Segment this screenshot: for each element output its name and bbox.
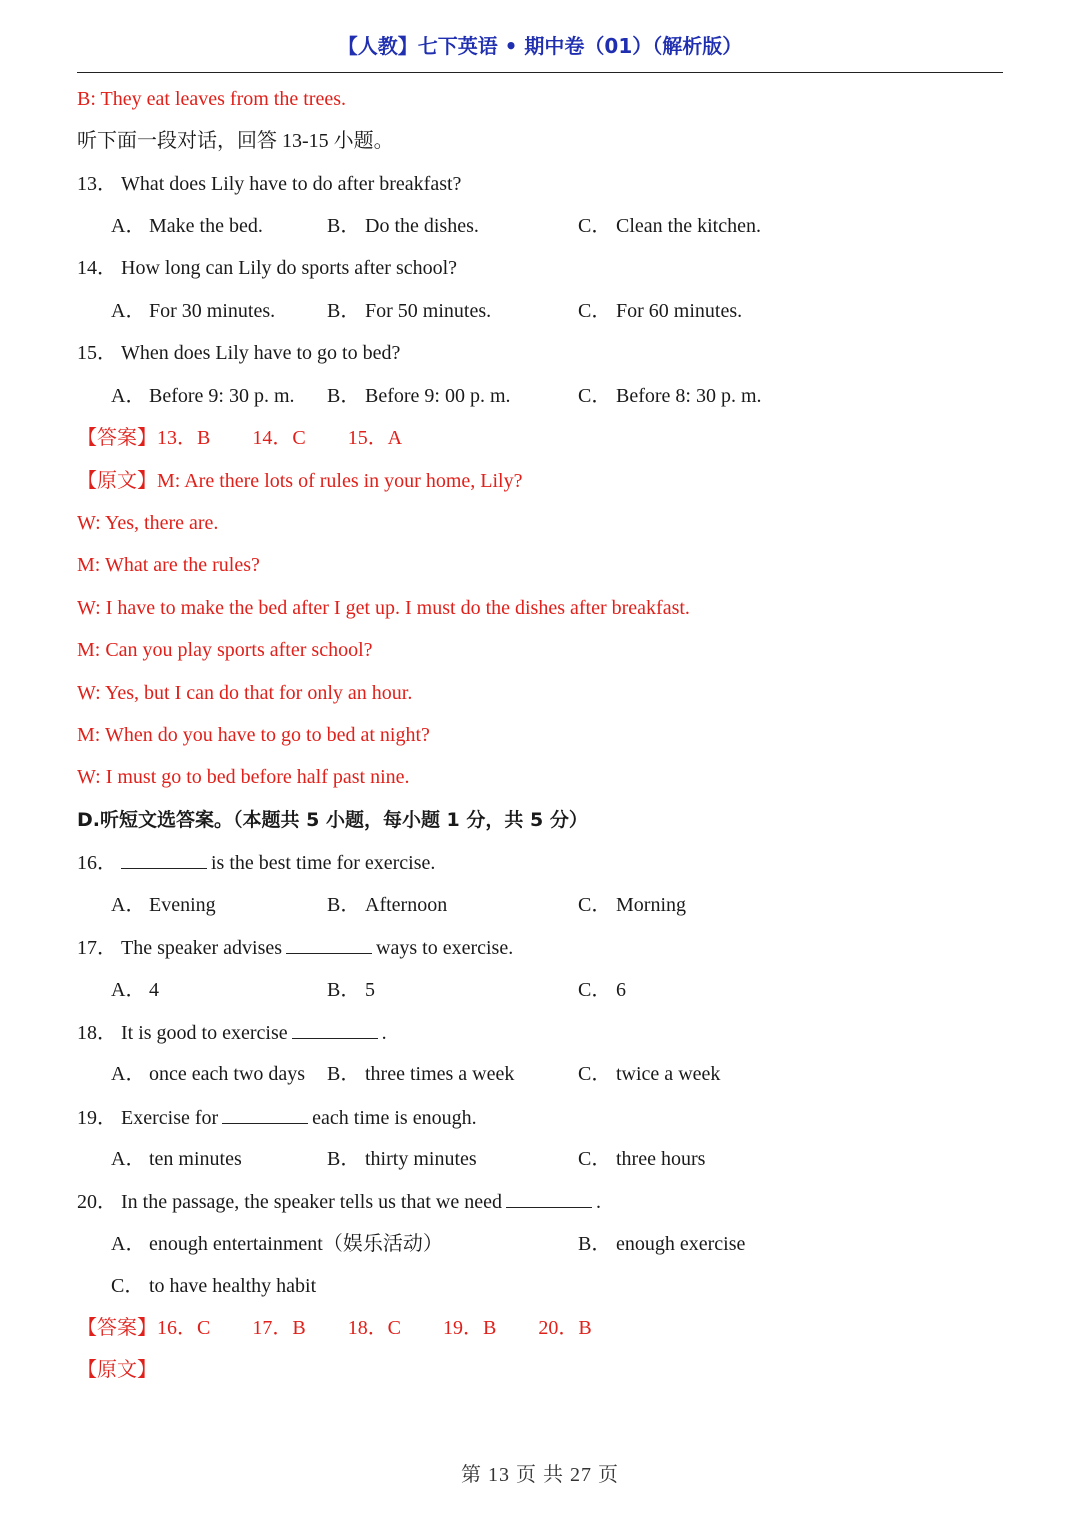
- q20-option-c: C． to have healthy habit: [111, 1275, 317, 1297]
- question-13: [77, 170, 461, 198]
- q19-option-c: C． three hours: [578, 1148, 706, 1170]
- q13-option-b: B． Do the dishes.: [327, 215, 479, 237]
- q18-option-c: C． twice a week: [578, 1063, 721, 1085]
- answer-key-16-20: [77, 1314, 634, 1342]
- q13-option-c: C． Clean the kitchen.: [578, 215, 761, 237]
- answer-item: 16．C: [157, 1317, 211, 1339]
- transcript-16-20-tag: 【原文】: [77, 1359, 157, 1381]
- answer-item: 18．C: [347, 1317, 402, 1339]
- q14-option-b: B． For 50 minutes.: [327, 300, 492, 322]
- section-d-heading: D.听短文选答案。（本题共 5 小题，每小题 1 分，共 5 分）: [77, 809, 588, 831]
- answer-item: 19．B: [443, 1317, 497, 1339]
- answer-key-13-15: [77, 424, 444, 452]
- question-number: 15．: [77, 342, 117, 364]
- answer-item: 17．B: [252, 1317, 306, 1339]
- answer-item: 20．B: [538, 1317, 592, 1339]
- question-text: is the best time for exercise.: [211, 852, 436, 874]
- q18-option-a: A． once each two days: [111, 1063, 306, 1085]
- question-text: .: [381, 1022, 387, 1044]
- question-text: What does Lily have to do after breakfast?: [121, 173, 462, 195]
- transcript-line: M: What are the rules?: [77, 554, 260, 576]
- q18-option-b: B． three times a week: [327, 1063, 515, 1085]
- question-19: [77, 1103, 477, 1132]
- transcript-line: M: Are there lots of rules in your home, Lily?: [157, 470, 523, 492]
- transcript-13-15-first: [77, 467, 522, 495]
- answer-blank: [222, 1103, 308, 1124]
- page-footer: 第 13 页 共 27 页: [461, 1464, 619, 1486]
- answer-item: 13．B: [157, 427, 211, 449]
- transcript-line: M: Can you play sports after school?: [77, 639, 373, 661]
- question-18: [77, 1018, 387, 1047]
- q19-option-b: B． thirty minutes: [327, 1148, 477, 1170]
- question-20: [77, 1187, 601, 1216]
- question-text: When does Lily have to go to bed?: [121, 342, 401, 364]
- page-header-title: 【人教】七下英语 • 期中卷（01）（解析版）: [337, 34, 743, 58]
- question-number: 20．: [77, 1191, 117, 1213]
- q14-option-c: C． For 60 minutes.: [578, 300, 743, 322]
- question-text: ways to exercise.: [376, 937, 514, 959]
- q20-option-b: B． enough exercise: [578, 1233, 746, 1255]
- answer-tag: 【答案】: [77, 1317, 157, 1339]
- question-text: In the passage, the speaker tells us that we need: [121, 1191, 502, 1213]
- question-number: 19．: [77, 1107, 117, 1129]
- q13-option-a: A． Make the bed.: [111, 215, 263, 237]
- question-text: How long can Lily do sports after school?: [121, 257, 458, 279]
- answer-blank: [506, 1187, 592, 1208]
- question-text: The speaker advises: [121, 937, 283, 959]
- q20-option-a: A． enough entertainment（娱乐活动）: [111, 1233, 443, 1255]
- question-text: .: [595, 1191, 601, 1213]
- q17-option-c: C． 6: [578, 979, 626, 1001]
- question-14: [77, 254, 457, 282]
- question-number: 16．: [77, 852, 117, 874]
- answer-item: 14．C: [252, 427, 306, 449]
- transcript-line: W: I must go to bed before half past nine.: [77, 766, 410, 788]
- answer-blank: [121, 848, 207, 869]
- instruction-13-15: 听下面一段对话，回答 13-15 小题。: [77, 130, 394, 152]
- question-15: [77, 339, 400, 367]
- q15-option-b: B． Before 9: 00 p. m.: [327, 385, 511, 407]
- question-17: [77, 933, 513, 962]
- transcript-line: W: I have to make the bed after I get up. I must do the dishes after breakfast.: [77, 597, 690, 619]
- question-number: 18．: [77, 1022, 117, 1044]
- question-number: 13．: [77, 173, 117, 195]
- q15-option-c: C． Before 8: 30 p. m.: [578, 385, 762, 407]
- q16-option-a: A． Evening: [111, 894, 216, 916]
- transcript-prev-line: B: They eat leaves from the trees.: [77, 88, 346, 110]
- question-number: 14．: [77, 257, 117, 279]
- transcript-tag: 【原文】: [77, 470, 157, 492]
- transcript-line: W: Yes, there are.: [77, 512, 219, 534]
- header-divider: [77, 72, 1003, 73]
- q17-option-a: A． 4: [111, 979, 159, 1001]
- question-16: [77, 848, 435, 877]
- q17-option-b: B． 5: [327, 979, 375, 1001]
- q16-option-c: C． Morning: [578, 894, 686, 916]
- q19-option-a: A． ten minutes: [111, 1148, 242, 1170]
- q14-option-a: A． For 30 minutes.: [111, 300, 276, 322]
- answer-blank: [292, 1018, 378, 1039]
- answer-item: 15．A: [347, 427, 403, 449]
- question-text: It is good to exercise: [121, 1022, 288, 1044]
- answer-tag: 【答案】: [77, 427, 157, 449]
- transcript-line: M: When do you have to go to bed at night?: [77, 724, 430, 746]
- question-number: 17．: [77, 937, 117, 959]
- answer-blank: [286, 933, 372, 954]
- question-text: each time is enough.: [312, 1107, 477, 1129]
- question-text: Exercise for: [121, 1107, 219, 1129]
- transcript-line: W: Yes, but I can do that for only an hour.: [77, 682, 413, 704]
- q15-option-a: A． Before 9: 30 p. m.: [111, 385, 295, 407]
- q16-option-b: B． Afternoon: [327, 894, 448, 916]
